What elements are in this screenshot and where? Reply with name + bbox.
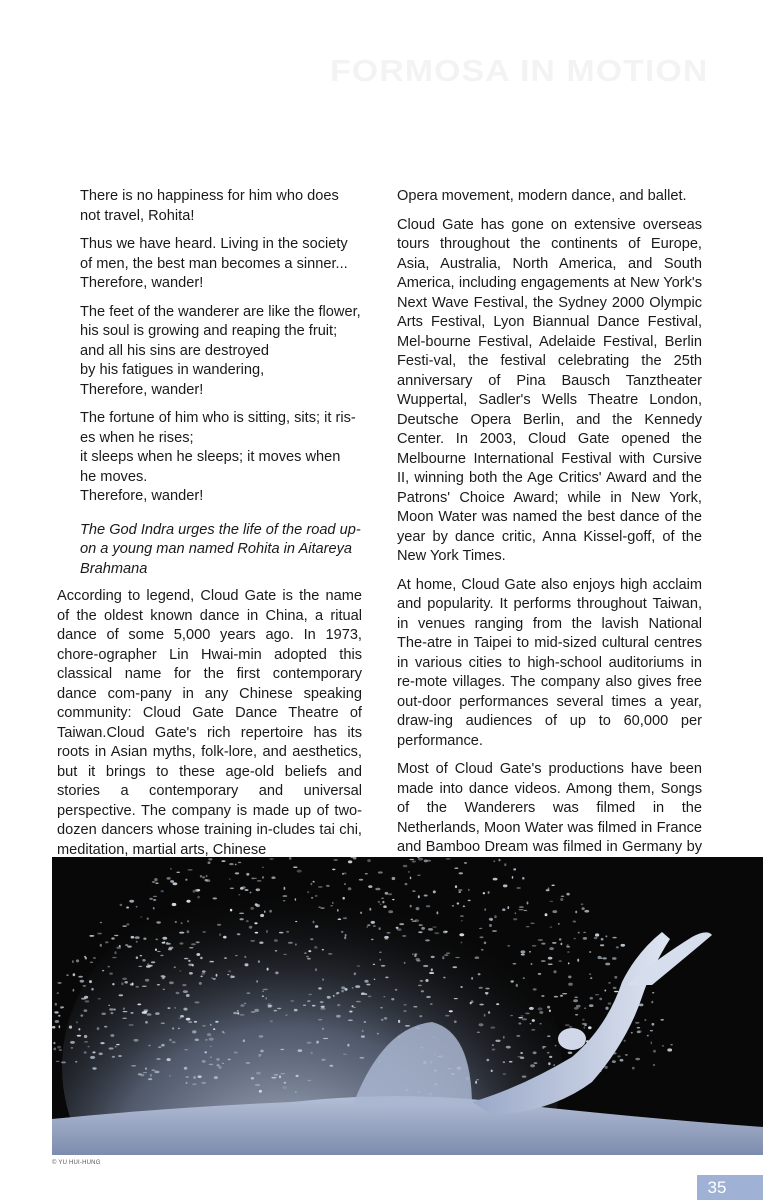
poem-line: The feet of the wanderer are like the flower,	[80, 303, 361, 320]
body-paragraph: According to legend, Cloud Gate is the name of the oldest known dance in China, a ritual dance of some 5,000 years ago. In 1973, chore-ographer Lin Hwai-min adopted this classical name for the first contemporary dance com-pany in any Chinese speaking community: Cloud Gate Dance Theatre of Taiwan.Cloud Gate's rich repertoire has its roots in Asian myths, folk-lore, and aesthetics, but it brings to these age-old beliefs and stories a contemporary and universal perspective. The company is made up of two-dozen dancers whose training in-cludes tai chi, meditation, martial arts, Chinese	[57, 588, 362, 858]
body-paragraph: At home, Cloud Gate also enjoys high acclaim and popularity. It performs throughout Taiwan, in venues ranging from the lavish National The-atre in Taipei to mid-sized cultural centres in various cities to high-school auditoriums in re-mote villages. The company also gives free out-door performances several times a year, draw-ing audiences of up to 60,000 per performance.	[397, 576, 702, 749]
photo-credit: © YU HUI-HUNG	[52, 1160, 101, 1166]
poem-line: Therefore, wander!	[80, 381, 204, 398]
body-paragraph: Most of Cloud Gate's productions have been made into dance videos. Among them, Songs of the Wanderers was filmed in the Netherlands, Moon Water was filmed in France and Bamboo Dream was filmed in Germany by	[397, 761, 702, 855]
page-number-tab	[697, 1175, 763, 1200]
poem-line: es when he rises;	[80, 429, 194, 446]
body-paragraph: Opera movement, modern dance, and ballet.	[397, 188, 687, 204]
page-number: 35	[707, 1178, 727, 1197]
poem-attribution: The God Indra urges the life of the road up-on a young man named Rohita in Aitareya Brahmana	[80, 521, 361, 577]
poem-stanza	[80, 409, 364, 448]
poem-line: not travel, Rohita!	[80, 207, 195, 224]
poem-stanza	[80, 235, 364, 294]
poem-line: Therefore, wander!	[80, 488, 204, 504]
body-paragraph: Cloud Gate has gone on extensive overseas tours throughout the continents of Europe, Asia, Australia, North America, and South America, including engagements at New York's Next Wave Festival, the Sydney 2000 Olympic Arts Festival, Lyon Biannual Dance Festival, Mel-bourne Festival, Adelaide Festival, Berlin Festi-val, the festival celebrating the 25th anniversary of Pina Bausch Tanztheater Wuppertal, Sadler's Wells Theatre London, Deutsche Opera Berlin, and the Kennedy Center. In 2003, Cloud Gate opened the Melbourne International Festival with Cursive II, winning both the Age Critics' Award and the Patrons' Choice Award; while in New York, Moon Water was named the best dance of the year by dance critic, Anna Kissel-goff, of the New York Times.	[397, 216, 702, 564]
poem-line: by his fatigues in wandering,	[80, 362, 265, 378]
running-header-title: FORMOSA IN MOTION	[330, 54, 709, 89]
poem-line: Thus we have heard. Living in the society	[80, 236, 348, 252]
poem-line: Therefore, wander!	[80, 275, 204, 291]
poem-stanza	[80, 187, 364, 226]
poem-stanza	[80, 303, 364, 401]
poem-line: There is no happiness for him who does	[80, 188, 339, 204]
left-body-text	[57, 587, 362, 869]
dancer-illustration	[52, 857, 763, 1155]
epigraph-poem	[80, 187, 364, 579]
poem-line: his soul is growing and reaping the fruit;	[80, 323, 338, 339]
poem-line: he moves.	[80, 468, 148, 485]
poem-line: The fortune of him who is sitting, sits; it ris-	[80, 410, 356, 426]
poem-line: and all his sins are destroyed	[80, 342, 270, 359]
poem-stanza	[80, 448, 364, 507]
poem-line: it sleeps when he sleeps; it moves when	[80, 449, 341, 465]
poem-line: of men, the best man becomes a sinner...	[80, 255, 348, 272]
dance-photograph	[52, 857, 763, 1155]
right-body-text	[397, 187, 702, 925]
